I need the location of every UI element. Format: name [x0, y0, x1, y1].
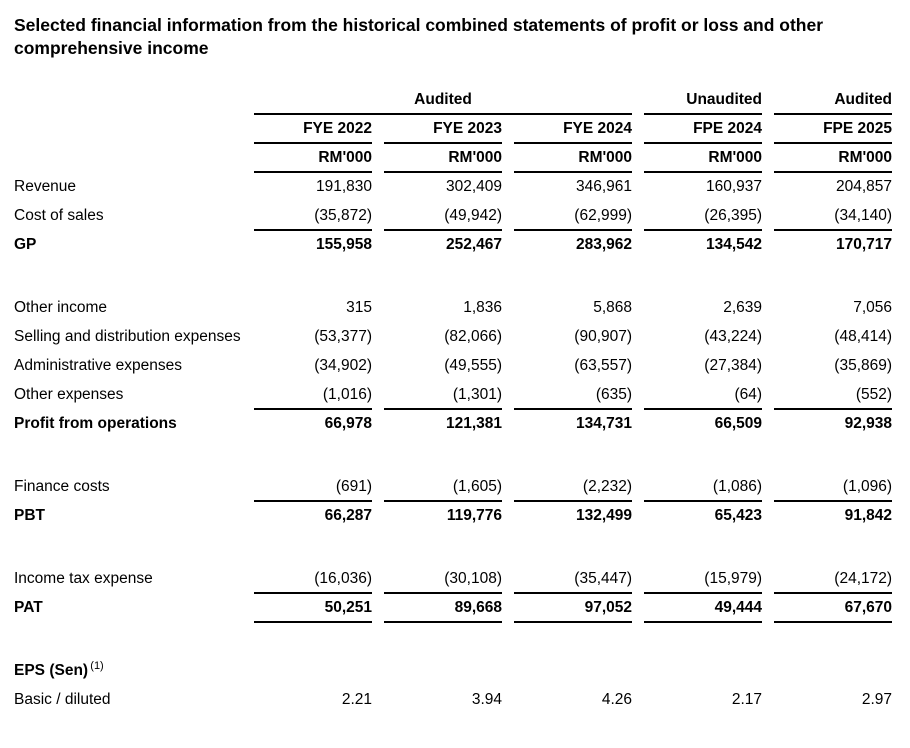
column-header-fye-2024: FYE 2024 — [514, 115, 632, 144]
financial-table — [14, 86, 892, 715]
column-header-cell — [632, 115, 762, 144]
value-cell — [242, 594, 372, 623]
row-label-cell — [14, 657, 242, 686]
row-label-cell — [14, 352, 242, 381]
value-cell — [762, 410, 892, 439]
value-cell — [242, 231, 372, 260]
value-cell — [502, 381, 632, 410]
value-cell — [242, 502, 372, 531]
cell-value: 134,731 — [576, 415, 633, 432]
footnote-ref: (1) — [88, 659, 104, 672]
value-cell — [502, 173, 632, 202]
cell-value: (15,979) — [644, 565, 762, 594]
value-cell — [372, 473, 502, 502]
row-label-cell — [14, 202, 242, 231]
header-spacer-cell — [14, 115, 242, 144]
table-row — [14, 381, 892, 410]
cell-value: 49,444 — [644, 594, 762, 623]
cell-value: 121,381 — [445, 415, 502, 432]
table-body — [14, 173, 892, 715]
cell-value: 2,639 — [723, 299, 763, 316]
unit-cell — [502, 144, 632, 173]
audit-group-cell — [242, 86, 632, 115]
table-row — [14, 686, 892, 715]
cell-value: (64) — [644, 381, 762, 410]
table-row — [14, 410, 892, 439]
audit-group-audited-2: Audited — [774, 86, 892, 115]
value-cell — [632, 473, 762, 502]
value-cell — [502, 294, 632, 323]
cell-value: 160,937 — [706, 178, 763, 195]
cell-value: (49,555) — [444, 357, 502, 374]
column-header-cell — [762, 115, 892, 144]
cell-value: (16,036) — [254, 565, 372, 594]
column-header-cell — [502, 115, 632, 144]
value-cell — [372, 352, 502, 381]
cell-value: 302,409 — [445, 178, 502, 195]
cell-value: (48,414) — [834, 328, 893, 345]
row-label: PBT — [14, 507, 45, 524]
value-cell — [502, 502, 632, 531]
value-cell — [372, 686, 502, 715]
table-row — [14, 473, 892, 502]
cell-value — [384, 657, 502, 686]
value-cell — [242, 657, 372, 686]
cell-value: 67,670 — [774, 594, 892, 623]
value-cell — [762, 565, 892, 594]
cell-value — [644, 657, 762, 686]
cell-value: (90,907) — [574, 328, 633, 345]
value-cell — [502, 594, 632, 623]
row-label: Other income — [14, 299, 108, 316]
spacer-cell — [14, 531, 892, 565]
value-cell — [242, 473, 372, 502]
row-label: Selling and distribution expenses — [14, 328, 241, 345]
value-cell — [372, 231, 502, 260]
cell-value: (34,140) — [774, 202, 892, 231]
cell-value: 65,423 — [714, 507, 763, 524]
spacer-row — [14, 623, 892, 657]
value-cell — [372, 657, 502, 686]
column-header-fpe-2025: FPE 2025 — [774, 115, 892, 144]
spacer-cell — [14, 260, 892, 294]
value-cell — [242, 381, 372, 410]
cell-value: 3.94 — [471, 691, 502, 708]
value-cell — [502, 686, 632, 715]
cell-value: 92,938 — [844, 415, 893, 432]
cell-value: (63,557) — [574, 357, 633, 374]
value-cell — [372, 410, 502, 439]
value-cell — [242, 294, 372, 323]
cell-value: (1,096) — [774, 473, 892, 502]
cell-value: 2.97 — [861, 691, 893, 708]
value-cell — [632, 202, 762, 231]
cell-value: (53,377) — [314, 328, 372, 345]
cell-value: 191,830 — [315, 178, 372, 195]
value-cell — [502, 473, 632, 502]
value-cell — [762, 686, 892, 715]
cell-value: (26,395) — [644, 202, 762, 231]
cell-value: (82,066) — [444, 328, 502, 345]
table-row — [14, 352, 892, 381]
value-cell — [632, 657, 762, 686]
row-label: Revenue — [14, 178, 77, 195]
header-spacer-cell — [14, 86, 242, 115]
table-row — [14, 657, 892, 686]
cell-value: (49,942) — [384, 202, 502, 231]
value-cell — [632, 594, 762, 623]
value-cell — [762, 502, 892, 531]
row-label: PAT — [14, 599, 43, 616]
value-cell — [762, 294, 892, 323]
value-cell — [632, 381, 762, 410]
table-row — [14, 502, 892, 531]
audit-group-cell — [632, 86, 762, 115]
cell-value: 89,668 — [384, 594, 502, 623]
column-header-cell — [372, 115, 502, 144]
value-cell — [632, 686, 762, 715]
value-cell — [242, 352, 372, 381]
value-cell — [632, 565, 762, 594]
table-row — [14, 231, 892, 260]
cell-value: (1,605) — [384, 473, 502, 502]
unit-label: RM'000 — [774, 144, 892, 173]
table-row — [14, 202, 892, 231]
cell-value: (35,447) — [514, 565, 632, 594]
value-cell — [372, 294, 502, 323]
cell-value: (34,902) — [314, 357, 372, 374]
cell-value: 91,842 — [844, 507, 893, 524]
row-label: Administrative expenses — [14, 357, 182, 374]
cell-value: (62,999) — [514, 202, 632, 231]
cell-value: (1,016) — [254, 381, 372, 410]
cell-value: 119,776 — [446, 507, 502, 524]
row-label-cell — [14, 173, 242, 202]
value-cell — [502, 352, 632, 381]
value-cell — [242, 565, 372, 594]
row-label: Basic / diluted — [14, 691, 111, 708]
row-label: Profit from operations — [14, 415, 177, 432]
column-header-fye-2022: FYE 2022 — [254, 115, 372, 144]
row-label-cell — [14, 565, 242, 594]
audit-group-unaudited: Unaudited — [644, 86, 762, 115]
value-cell — [762, 323, 892, 352]
cell-value: 346,961 — [576, 178, 633, 195]
row-label-cell — [14, 294, 242, 323]
row-label-cell — [14, 381, 242, 410]
cell-value: (35,869) — [834, 357, 893, 374]
table-row — [14, 565, 892, 594]
value-cell — [762, 202, 892, 231]
cell-value: 7,056 — [853, 299, 893, 316]
cell-value: 1,836 — [463, 299, 502, 316]
unit-label: RM'000 — [384, 144, 502, 173]
value-cell — [762, 231, 892, 260]
row-label-cell — [14, 502, 242, 531]
value-cell — [762, 473, 892, 502]
value-cell — [632, 410, 762, 439]
table-row — [14, 594, 892, 623]
cell-value: 134,542 — [706, 236, 763, 253]
cell-value: 4.26 — [601, 691, 633, 708]
value-cell — [372, 173, 502, 202]
cell-value: 155,958 — [315, 236, 372, 253]
cell-value: (35,872) — [254, 202, 372, 231]
page-title: Selected financial information from the historical combined statements of profit or loss and other comprehensive income — [14, 15, 824, 58]
value-cell — [502, 657, 632, 686]
value-cell — [502, 231, 632, 260]
cell-value: 50,251 — [254, 594, 372, 623]
cell-value — [774, 657, 892, 686]
cell-value — [254, 657, 372, 686]
value-cell — [632, 323, 762, 352]
value-cell — [632, 231, 762, 260]
table-row — [14, 323, 892, 352]
row-label: Income tax expense — [14, 570, 153, 587]
row-label: EPS (Sen) $^{(1)}$ — [14, 659, 104, 679]
value-cell — [762, 657, 892, 686]
value-cell — [632, 173, 762, 202]
value-cell — [372, 594, 502, 623]
unit-cell — [242, 144, 372, 173]
value-cell — [372, 202, 502, 231]
cell-value: (43,224) — [704, 328, 763, 345]
value-cell — [632, 294, 762, 323]
column-header-cell — [242, 115, 372, 144]
row-label: Other expenses — [14, 386, 124, 403]
cell-value: 2.21 — [341, 691, 372, 708]
value-cell — [632, 502, 762, 531]
value-cell — [762, 381, 892, 410]
spacer-cell — [14, 439, 892, 473]
value-cell — [372, 565, 502, 594]
cell-value: 5,868 — [593, 299, 633, 316]
unit-label: RM'000 — [514, 144, 632, 173]
value-cell — [762, 352, 892, 381]
value-cell — [632, 352, 762, 381]
table-row — [14, 294, 892, 323]
value-cell — [372, 381, 502, 410]
audit-group-audited: Audited — [254, 86, 632, 115]
cell-value: (552) — [774, 381, 892, 410]
audit-group-cell — [762, 86, 892, 115]
row-label-cell — [14, 594, 242, 623]
spacer-row — [14, 439, 892, 473]
value-cell — [502, 202, 632, 231]
cell-value: (24,172) — [774, 565, 892, 594]
value-cell — [502, 410, 632, 439]
cell-value: (30,108) — [384, 565, 502, 594]
cell-value: (2,232) — [514, 473, 632, 502]
row-label-cell — [14, 323, 242, 352]
value-cell — [502, 565, 632, 594]
row-label: GP — [14, 236, 37, 253]
value-cell — [372, 502, 502, 531]
column-header-fye-2023: FYE 2023 — [384, 115, 502, 144]
unit-cell — [632, 144, 762, 173]
cell-value: 66,978 — [324, 415, 372, 432]
cell-value: (27,384) — [704, 357, 763, 374]
cell-value: 283,962 — [576, 236, 633, 253]
row-label-cell — [14, 231, 242, 260]
row-label: Finance costs — [14, 478, 110, 495]
cell-value: 204,857 — [836, 178, 893, 195]
cell-value: 252,467 — [445, 236, 502, 253]
column-header-fpe-2024: FPE 2024 — [644, 115, 762, 144]
table-row — [14, 173, 892, 202]
period-header-row — [14, 115, 892, 144]
cell-value: (1,086) — [644, 473, 762, 502]
row-label-cell — [14, 473, 242, 502]
cell-value: 66,287 — [324, 507, 372, 524]
row-label-cell — [14, 686, 242, 715]
header-spacer-cell — [14, 144, 242, 173]
value-cell — [242, 202, 372, 231]
cell-value — [514, 657, 632, 686]
spacer-row — [14, 531, 892, 565]
cell-value: 132,499 — [576, 507, 633, 524]
value-cell — [242, 686, 372, 715]
unit-cell — [372, 144, 502, 173]
value-cell — [372, 323, 502, 352]
value-cell — [502, 323, 632, 352]
cell-value: 170,717 — [836, 236, 893, 253]
value-cell — [242, 173, 372, 202]
value-cell — [762, 594, 892, 623]
cell-value: (1,301) — [384, 381, 502, 410]
row-label: Cost of sales — [14, 207, 104, 224]
unit-header-row — [14, 144, 892, 173]
value-cell — [762, 173, 892, 202]
cell-value: (635) — [514, 381, 632, 410]
spacer-row — [14, 260, 892, 294]
cell-value: 315 — [346, 299, 372, 316]
audit-group-row — [14, 86, 892, 115]
row-label-cell — [14, 410, 242, 439]
unit-cell — [762, 144, 892, 173]
value-cell — [242, 410, 372, 439]
value-cell — [242, 323, 372, 352]
cell-value: 66,509 — [714, 415, 763, 432]
table-header — [14, 86, 892, 173]
spacer-cell — [14, 623, 892, 657]
cell-value: (691) — [254, 473, 372, 502]
cell-value: 2.17 — [731, 691, 763, 708]
unit-label: RM'000 — [644, 144, 762, 173]
cell-value: 97,052 — [514, 594, 632, 623]
unit-label: RM'000 — [254, 144, 372, 173]
